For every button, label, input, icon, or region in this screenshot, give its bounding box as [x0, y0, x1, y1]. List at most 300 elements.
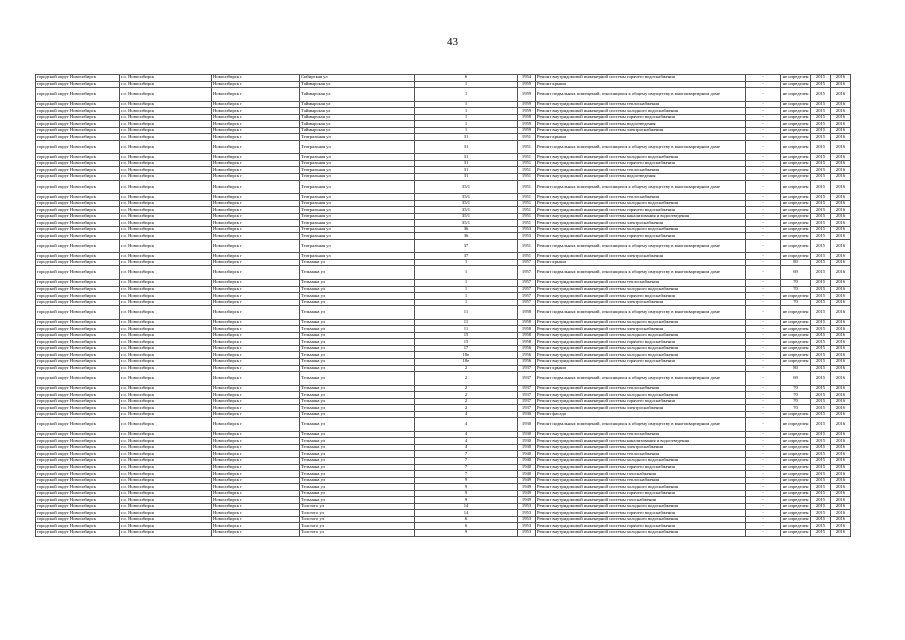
- build-year-cell: 1949: [518, 497, 536, 504]
- start-year-cell: 2015: [811, 81, 831, 88]
- okrug-cell: городской округ Новосибирск: [36, 253, 120, 260]
- dash-cell: -: [746, 392, 781, 399]
- start-year-cell: 2015: [811, 339, 831, 346]
- build-year-cell: 1953: [518, 226, 536, 233]
- end-year-cell: 2016: [831, 464, 851, 471]
- end-year-cell: 2016: [831, 529, 851, 536]
- street-cell: Тельмана ул: [300, 332, 415, 339]
- house-number-cell: 1: [415, 127, 518, 134]
- settlement-cell: Новосибирск г: [212, 88, 300, 102]
- city-cell: г.о. Новосибирск: [120, 490, 212, 497]
- dash-cell: -: [746, 279, 781, 286]
- build-year-cell: 1958: [518, 319, 536, 326]
- end-year-cell: 2016: [831, 114, 851, 121]
- okrug-cell: городской округ Новосибирск: [36, 332, 120, 339]
- settlement-cell: Новосибирск г: [212, 405, 300, 412]
- street-cell: Таймырская ул: [300, 127, 415, 134]
- cost-status-cell: не определен: [781, 140, 811, 154]
- okrug-cell: городской округ Новосибирск: [36, 279, 120, 286]
- work-type-cell: Ремонт внутридомовой инженерной системы теплоснабжения: [536, 279, 746, 286]
- work-type-cell: Ремонт внутридомовой инженерной системы горячего водоснабжения: [536, 464, 746, 471]
- city-cell: г.о. Новосибирск: [120, 81, 212, 88]
- city-cell: г.о. Новосибирск: [120, 523, 212, 530]
- settlement-cell: Новосибирск г: [212, 471, 300, 478]
- work-type-cell: Ремонт внутридомовой инженерной системы теплоснабжения: [536, 101, 746, 108]
- dash-cell: -: [746, 127, 781, 134]
- dash-cell: -: [746, 438, 781, 445]
- settlement-cell: Новосибирск г: [212, 332, 300, 339]
- house-number-cell: 18е: [415, 352, 518, 359]
- street-cell: Театральная ул: [300, 207, 415, 214]
- city-cell: г.о. Новосибирск: [120, 398, 212, 405]
- house-number-cell: 1: [415, 121, 518, 128]
- settlement-cell: Новосибирск г: [212, 160, 300, 167]
- settlement-cell: Новосибирск г: [212, 108, 300, 115]
- street-cell: Тельмана ул: [300, 299, 415, 306]
- end-year-cell: 2016: [831, 134, 851, 141]
- okrug-cell: городской округ Новосибирск: [36, 398, 120, 405]
- build-year-cell: 1937: [518, 372, 536, 386]
- city-cell: г.о. Новосибирск: [120, 160, 212, 167]
- cost-status-cell: не определен: [781, 418, 811, 432]
- start-year-cell: 2015: [811, 358, 831, 365]
- build-year-cell: 1957: [518, 293, 536, 300]
- cost-status-cell: не определен: [781, 174, 811, 181]
- dash-cell: -: [746, 431, 781, 438]
- city-cell: г.о. Новосибирск: [120, 516, 212, 523]
- okrug-cell: городской округ Новосибирск: [36, 266, 120, 280]
- start-year-cell: 2015: [811, 75, 831, 82]
- work-type-cell: Ремонт подвальных помещений, относящихся к общему имуществу в многоквартирном доме: [536, 239, 746, 253]
- end-year-cell: 2016: [831, 306, 851, 320]
- cost-status-cell: не определен: [781, 239, 811, 253]
- settlement-cell: Новосибирск г: [212, 140, 300, 154]
- house-number-cell: 1: [415, 299, 518, 306]
- work-type-cell: Ремонт внутридомовой инженерной системы теплоснабжения: [536, 194, 746, 201]
- work-type-cell: Ремонт внутридомовой инженерной системы водоотведения: [536, 121, 746, 128]
- end-year-cell: 2016: [831, 431, 851, 438]
- build-year-cell: 1951: [518, 134, 536, 141]
- okrug-cell: городской округ Новосибирск: [36, 484, 120, 491]
- work-type-cell: Ремонт крыши: [536, 259, 746, 266]
- build-year-cell: 1959: [518, 88, 536, 102]
- build-year-cell: 1956: [518, 352, 536, 359]
- street-cell: Тельмана ул: [300, 411, 415, 418]
- build-year-cell: 1951: [518, 180, 536, 194]
- cost-status-cell: не определен: [781, 75, 811, 82]
- cost-status-cell: 69: [781, 266, 811, 280]
- work-type-cell: Ремонт внутридомовой инженерной системы горячего водоснабжения: [536, 339, 746, 346]
- work-type-cell: Ремонт внутридомовой инженерной системы горячего водоснабжения: [536, 398, 746, 405]
- build-year-cell: 1957: [518, 299, 536, 306]
- cost-status-cell: не определен: [781, 503, 811, 510]
- build-year-cell: 1949: [518, 490, 536, 497]
- cost-status-cell: не определен: [781, 121, 811, 128]
- house-number-cell: 14: [415, 510, 518, 517]
- end-year-cell: 2016: [831, 510, 851, 517]
- table-row: [36, 239, 851, 253]
- end-year-cell: 2016: [831, 200, 851, 207]
- street-cell: Тельмана ул: [300, 286, 415, 293]
- okrug-cell: городской округ Новосибирск: [36, 451, 120, 458]
- city-cell: г.о. Новосибирск: [120, 293, 212, 300]
- settlement-cell: Новосибирск г: [212, 510, 300, 517]
- cost-status-cell: не определен: [781, 180, 811, 194]
- start-year-cell: 2015: [811, 477, 831, 484]
- city-cell: г.о. Новосибирск: [120, 233, 212, 240]
- cost-status-cell: не определен: [781, 167, 811, 174]
- house-number-cell: 31: [415, 174, 518, 181]
- cost-status-cell: не определен: [781, 101, 811, 108]
- end-year-cell: 2016: [831, 326, 851, 333]
- work-type-cell: Ремонт внутридомовой инженерной системы электроснабжения: [536, 299, 746, 306]
- city-cell: г.о. Новосибирск: [120, 180, 212, 194]
- okrug-cell: городской округ Новосибирск: [36, 134, 120, 141]
- okrug-cell: городской округ Новосибирск: [36, 490, 120, 497]
- dash-cell: -: [746, 451, 781, 458]
- city-cell: г.о. Новосибирск: [120, 352, 212, 359]
- build-year-cell: 1951: [518, 239, 536, 253]
- street-cell: Тельмана ул: [300, 484, 415, 491]
- okrug-cell: городской округ Новосибирск: [36, 471, 120, 478]
- build-year-cell: 1940: [518, 451, 536, 458]
- city-cell: г.о. Новосибирск: [120, 332, 212, 339]
- city-cell: г.о. Новосибирск: [120, 358, 212, 365]
- settlement-cell: Новосибирск г: [212, 497, 300, 504]
- cost-status-cell: не определен: [781, 134, 811, 141]
- end-year-cell: 2016: [831, 101, 851, 108]
- house-number-cell: 7: [415, 451, 518, 458]
- settlement-cell: Новосибирск г: [212, 174, 300, 181]
- end-year-cell: 2016: [831, 497, 851, 504]
- street-cell: Тельмана ул: [300, 259, 415, 266]
- house-number-cell: 2: [415, 405, 518, 412]
- house-number-cell: 1: [415, 81, 518, 88]
- city-cell: г.о. Новосибирск: [120, 411, 212, 418]
- dash-cell: -: [746, 471, 781, 478]
- city-cell: г.о. Новосибирск: [120, 75, 212, 82]
- settlement-cell: Новосибирск г: [212, 226, 300, 233]
- settlement-cell: Новосибирск г: [212, 239, 300, 253]
- okrug-cell: городской округ Новосибирск: [36, 140, 120, 154]
- house-number-cell: 1: [415, 259, 518, 266]
- settlement-cell: Новосибирск г: [212, 358, 300, 365]
- start-year-cell: 2015: [811, 286, 831, 293]
- dash-cell: -: [746, 207, 781, 214]
- house-number-cell: 6: [415, 516, 518, 523]
- start-year-cell: 2015: [811, 306, 831, 320]
- cost-status-cell: не определен: [781, 438, 811, 445]
- build-year-cell: 1951: [518, 213, 536, 220]
- cost-status-cell: не определен: [781, 431, 811, 438]
- start-year-cell: 2015: [811, 385, 831, 392]
- end-year-cell: 2016: [831, 154, 851, 161]
- end-year-cell: 2016: [831, 385, 851, 392]
- dash-cell: -: [746, 101, 781, 108]
- work-type-cell: Ремонт внутридомовой инженерной системы холодного водоснабжения: [536, 108, 746, 115]
- city-cell: г.о. Новосибирск: [120, 326, 212, 333]
- work-type-cell: Ремонт внутридомовой инженерной системы электроснабжения: [536, 220, 746, 227]
- end-year-cell: 2016: [831, 180, 851, 194]
- build-year-cell: 1953: [518, 233, 536, 240]
- okrug-cell: городской округ Новосибирск: [36, 81, 120, 88]
- start-year-cell: 2015: [811, 253, 831, 260]
- dash-cell: -: [746, 167, 781, 174]
- cost-status-cell: не определен: [781, 451, 811, 458]
- street-cell: Тельмана ул: [300, 392, 415, 399]
- settlement-cell: Новосибирск г: [212, 207, 300, 214]
- cost-status-cell: не определен: [781, 352, 811, 359]
- settlement-cell: Новосибирск г: [212, 484, 300, 491]
- dash-cell: -: [746, 233, 781, 240]
- city-cell: г.о. Новосибирск: [120, 529, 212, 536]
- settlement-cell: Новосибирск г: [212, 418, 300, 432]
- city-cell: г.о. Новосибирск: [120, 405, 212, 412]
- cost-status-cell: не определен: [781, 358, 811, 365]
- table-body: [36, 75, 851, 537]
- dash-cell: -: [746, 319, 781, 326]
- city-cell: г.о. Новосибирск: [120, 385, 212, 392]
- okrug-cell: городской округ Новосибирск: [36, 411, 120, 418]
- work-type-cell: Ремонт внутридомовой инженерной системы водоотведения: [536, 174, 746, 181]
- cost-status-cell: не определен: [781, 332, 811, 339]
- cost-status-cell: не определен: [781, 253, 811, 260]
- work-type-cell: Ремонт внутридомовой инженерной системы горячего водоснабжения: [536, 233, 746, 240]
- build-year-cell: 1958: [518, 339, 536, 346]
- city-cell: г.о. Новосибирск: [120, 477, 212, 484]
- start-year-cell: 2015: [811, 497, 831, 504]
- dash-cell: -: [746, 326, 781, 333]
- work-type-cell: Ремонт внутридомовой инженерной системы теплоснабжения: [536, 167, 746, 174]
- okrug-cell: городской округ Новосибирск: [36, 220, 120, 227]
- okrug-cell: городской округ Новосибирск: [36, 75, 120, 82]
- house-number-cell: 36: [415, 233, 518, 240]
- city-cell: г.о. Новосибирск: [120, 174, 212, 181]
- okrug-cell: городской округ Новосибирск: [36, 457, 120, 464]
- street-cell: Тельмана ул: [300, 345, 415, 352]
- house-number-cell: 1: [415, 101, 518, 108]
- start-year-cell: 2015: [811, 279, 831, 286]
- street-cell: Тельмана ул: [300, 405, 415, 412]
- house-number-cell: 31: [415, 160, 518, 167]
- dash-cell: -: [746, 477, 781, 484]
- start-year-cell: 2015: [811, 154, 831, 161]
- okrug-cell: городской округ Новосибирск: [36, 127, 120, 134]
- settlement-cell: Новосибирск г: [212, 101, 300, 108]
- cost-status-cell: не определен: [781, 319, 811, 326]
- settlement-cell: Новосибирск г: [212, 529, 300, 536]
- start-year-cell: 2015: [811, 194, 831, 201]
- work-type-cell: Ремонт внутридомовой инженерной системы теплоснабжения: [536, 451, 746, 458]
- build-year-cell: 1951: [518, 200, 536, 207]
- city-cell: г.о. Новосибирск: [120, 226, 212, 233]
- end-year-cell: 2016: [831, 365, 851, 372]
- cost-status-cell: не определен: [781, 339, 811, 346]
- dash-cell: -: [746, 516, 781, 523]
- okrug-cell: городской округ Новосибирск: [36, 213, 120, 220]
- cost-status-cell: 70: [781, 405, 811, 412]
- dash-cell: -: [746, 332, 781, 339]
- cost-status-cell: не определен: [781, 529, 811, 536]
- dash-cell: -: [746, 358, 781, 365]
- okrug-cell: городской округ Новосибирск: [36, 108, 120, 115]
- end-year-cell: 2016: [831, 239, 851, 253]
- okrug-cell: городской округ Новосибирск: [36, 194, 120, 201]
- city-cell: г.о. Новосибирск: [120, 365, 212, 372]
- cost-status-cell: не определен: [781, 477, 811, 484]
- dash-cell: -: [746, 372, 781, 386]
- house-number-cell: 9: [415, 484, 518, 491]
- cost-status-cell: не определен: [781, 207, 811, 214]
- start-year-cell: 2015: [811, 471, 831, 478]
- cost-status-cell: не определен: [781, 490, 811, 497]
- house-number-cell: 1: [415, 108, 518, 115]
- start-year-cell: 2015: [811, 490, 831, 497]
- dash-cell: -: [746, 490, 781, 497]
- start-year-cell: 2015: [811, 160, 831, 167]
- city-cell: г.о. Новосибирск: [120, 239, 212, 253]
- build-year-cell: 1951: [518, 194, 536, 201]
- city-cell: г.о. Новосибирск: [120, 213, 212, 220]
- okrug-cell: городской округ Новосибирск: [36, 497, 120, 504]
- start-year-cell: 2015: [811, 134, 831, 141]
- build-year-cell: 1951: [518, 167, 536, 174]
- work-type-cell: Ремонт крыши: [536, 134, 746, 141]
- settlement-cell: Новосибирск г: [212, 253, 300, 260]
- cost-status-cell: не определен: [781, 114, 811, 121]
- build-year-cell: 1953: [518, 516, 536, 523]
- dash-cell: -: [746, 365, 781, 372]
- house-number-cell: 1: [415, 293, 518, 300]
- okrug-cell: городской округ Новосибирск: [36, 510, 120, 517]
- cost-status-cell: не определен: [781, 523, 811, 530]
- end-year-cell: 2016: [831, 174, 851, 181]
- start-year-cell: 2015: [811, 326, 831, 333]
- dash-cell: -: [746, 213, 781, 220]
- okrug-cell: городской округ Новосибирск: [36, 101, 120, 108]
- okrug-cell: городской округ Новосибирск: [36, 392, 120, 399]
- settlement-cell: Новосибирск г: [212, 167, 300, 174]
- house-number-cell: 31: [415, 140, 518, 154]
- street-cell: Театральная ул: [300, 134, 415, 141]
- start-year-cell: 2015: [811, 167, 831, 174]
- end-year-cell: 2016: [831, 516, 851, 523]
- work-type-cell: Ремонт внутридомовой инженерной системы холодного водоснабжения: [536, 154, 746, 161]
- build-year-cell: 1957: [518, 279, 536, 286]
- dash-cell: -: [746, 497, 781, 504]
- cost-status-cell: не определен: [781, 160, 811, 167]
- build-year-cell: 1954: [518, 75, 536, 82]
- city-cell: г.о. Новосибирск: [120, 108, 212, 115]
- dash-cell: -: [746, 174, 781, 181]
- work-type-cell: Ремонт внутридомовой инженерной системы горячего водоснабжения: [536, 490, 746, 497]
- work-type-cell: Ремонт внутридомовой инженерной системы горячего водоснабжения: [536, 523, 746, 530]
- dash-cell: -: [746, 484, 781, 491]
- work-type-cell: Ремонт внутридомовой инженерной системы холодного водоснабжения: [536, 332, 746, 339]
- street-cell: Театральная ул: [300, 160, 415, 167]
- work-type-cell: Ремонт внутридомовой инженерной системы холодного водоснабжения: [536, 200, 746, 207]
- work-type-cell: Ремонт подвальных помещений, относящихся к общему имуществу в многоквартирном доме: [536, 140, 746, 154]
- start-year-cell: 2015: [811, 503, 831, 510]
- street-cell: Тельмана ул: [300, 365, 415, 372]
- build-year-cell: 1959: [518, 127, 536, 134]
- dash-cell: -: [746, 239, 781, 253]
- settlement-cell: Новосибирск г: [212, 516, 300, 523]
- work-type-cell: Ремонт крыши: [536, 365, 746, 372]
- street-cell: Театральная ул: [300, 154, 415, 161]
- dash-cell: -: [746, 253, 781, 260]
- street-cell: Театральная ул: [300, 213, 415, 220]
- dash-cell: -: [746, 266, 781, 280]
- start-year-cell: 2015: [811, 299, 831, 306]
- end-year-cell: 2016: [831, 220, 851, 227]
- settlement-cell: Новосибирск г: [212, 306, 300, 320]
- okrug-cell: городской округ Новосибирск: [36, 464, 120, 471]
- end-year-cell: 2016: [831, 405, 851, 412]
- end-year-cell: 2016: [831, 444, 851, 451]
- work-type-cell: Ремонт внутридомовой инженерной системы холодного водоснабжения: [536, 319, 746, 326]
- street-cell: Театральная ул: [300, 194, 415, 201]
- okrug-cell: городской округ Новосибирск: [36, 121, 120, 128]
- start-year-cell: 2015: [811, 88, 831, 102]
- okrug-cell: городской округ Новосибирск: [36, 326, 120, 333]
- city-cell: г.о. Новосибирск: [120, 372, 212, 386]
- dash-cell: -: [746, 88, 781, 102]
- work-type-cell: Ремонт внутридомовой инженерной системы горячего водоснабжения: [536, 510, 746, 517]
- end-year-cell: 2016: [831, 451, 851, 458]
- house-number-cell: 15: [415, 332, 518, 339]
- city-cell: г.о. Новосибирск: [120, 503, 212, 510]
- settlement-cell: Новосибирск г: [212, 259, 300, 266]
- city-cell: г.о. Новосибирск: [120, 140, 212, 154]
- settlement-cell: Новосибирск г: [212, 200, 300, 207]
- okrug-cell: городской округ Новосибирск: [36, 200, 120, 207]
- okrug-cell: городской округ Новосибирск: [36, 167, 120, 174]
- build-year-cell: 1937: [518, 365, 536, 372]
- dash-cell: -: [746, 121, 781, 128]
- cost-status-cell: не определен: [781, 154, 811, 161]
- street-cell: Театральная ул: [300, 174, 415, 181]
- settlement-cell: Новосибирск г: [212, 154, 300, 161]
- end-year-cell: 2016: [831, 253, 851, 260]
- start-year-cell: 2015: [811, 451, 831, 458]
- cost-status-cell: не определен: [781, 471, 811, 478]
- dash-cell: -: [746, 385, 781, 392]
- okrug-cell: городской округ Новосибирск: [36, 286, 120, 293]
- dash-cell: -: [746, 299, 781, 306]
- work-type-cell: Ремонт внутридомовой инженерной системы теплоснабжения: [536, 431, 746, 438]
- street-cell: Тельмана ул: [300, 358, 415, 365]
- cost-status-cell: не определен: [781, 226, 811, 233]
- street-cell: Тельмана ул: [300, 497, 415, 504]
- end-year-cell: 2016: [831, 457, 851, 464]
- work-type-cell: Ремонт внутридомовой инженерной системы горячего водоснабжения: [536, 358, 746, 365]
- work-type-cell: Ремонт внутридомовой инженерной системы электроснабжения: [536, 253, 746, 260]
- cost-status-cell: не определен: [781, 81, 811, 88]
- start-year-cell: 2015: [811, 438, 831, 445]
- build-year-cell: 1951: [518, 174, 536, 181]
- end-year-cell: 2016: [831, 286, 851, 293]
- house-number-cell: 4: [415, 438, 518, 445]
- cost-status-cell: 80: [781, 365, 811, 372]
- house-number-cell: 4: [415, 418, 518, 432]
- okrug-cell: городской округ Новосибирск: [36, 88, 120, 102]
- street-cell: Таймырская ул: [300, 121, 415, 128]
- street-cell: Таймырская ул: [300, 81, 415, 88]
- build-year-cell: 1953: [518, 503, 536, 510]
- okrug-cell: городской округ Новосибирск: [36, 160, 120, 167]
- settlement-cell: Новосибирск г: [212, 477, 300, 484]
